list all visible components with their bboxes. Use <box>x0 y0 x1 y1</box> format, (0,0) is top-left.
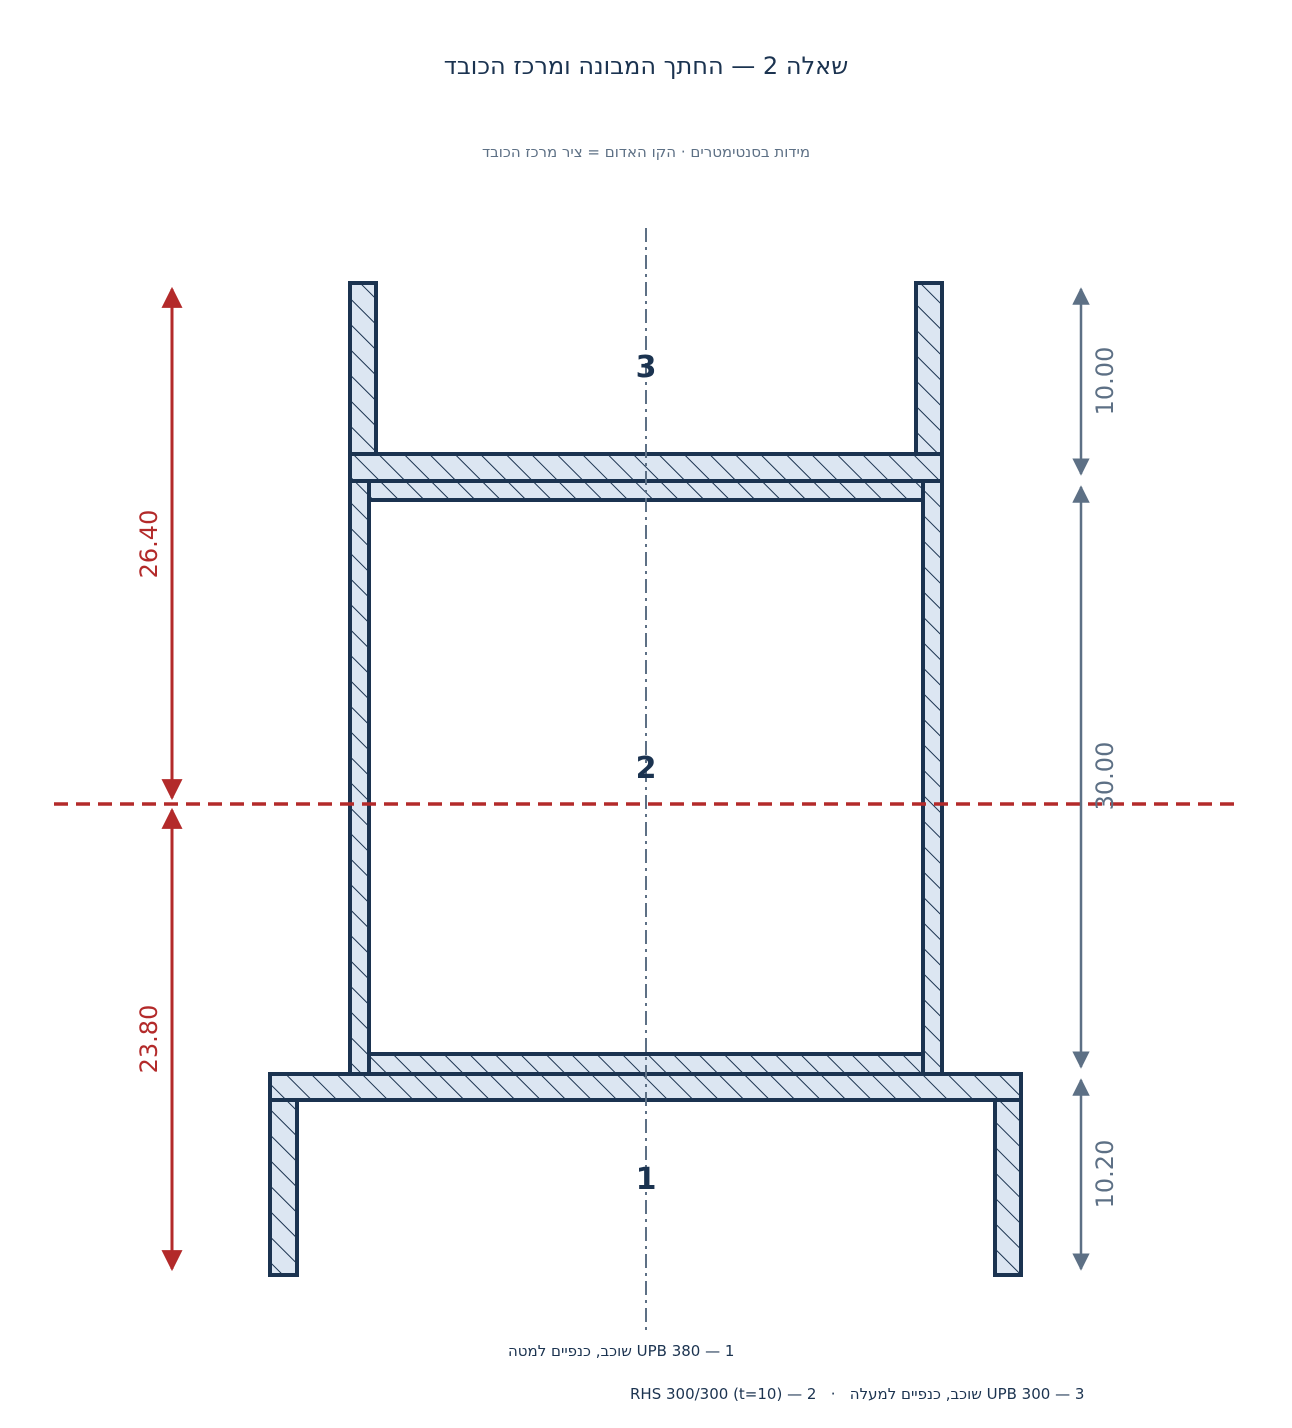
legend-line-2: 3 — UPB 300 שוכב, כנפיים למעלה · 2 — RHS 300/300 (t=10) <box>630 1385 1085 1403</box>
dim-centroid-above: 26.40 <box>135 509 163 579</box>
page-subtitle: מידות בסנטימטרים · הקו האדום = ציר מרכז הכובד <box>481 143 811 161</box>
legend-line-1: 1 — UPB 380 שוכב, כנפיים למטה <box>508 1342 735 1360</box>
part-2-left-wall <box>350 481 369 1074</box>
part-label-1: 1 <box>635 1162 657 1197</box>
part-label-2: 2 <box>635 751 657 786</box>
dim-part1-height: 10.20 <box>1091 1139 1119 1209</box>
dim-part3-height: 10.00 <box>1091 346 1119 416</box>
dim-part2-height: 30.00 <box>1091 741 1119 811</box>
part-1-right-flange <box>995 1100 1021 1275</box>
page-title: שאלה 2 — החתך המבונה ומרכז הכובד <box>443 52 849 80</box>
part-3-left-flange <box>350 283 376 454</box>
part-3-right-flange <box>916 283 942 454</box>
part-2-right-wall <box>923 481 942 1074</box>
part-1-left-flange <box>270 1100 297 1275</box>
part-label-3: 3 <box>635 350 657 385</box>
dim-centroid-below: 23.80 <box>135 1004 163 1074</box>
